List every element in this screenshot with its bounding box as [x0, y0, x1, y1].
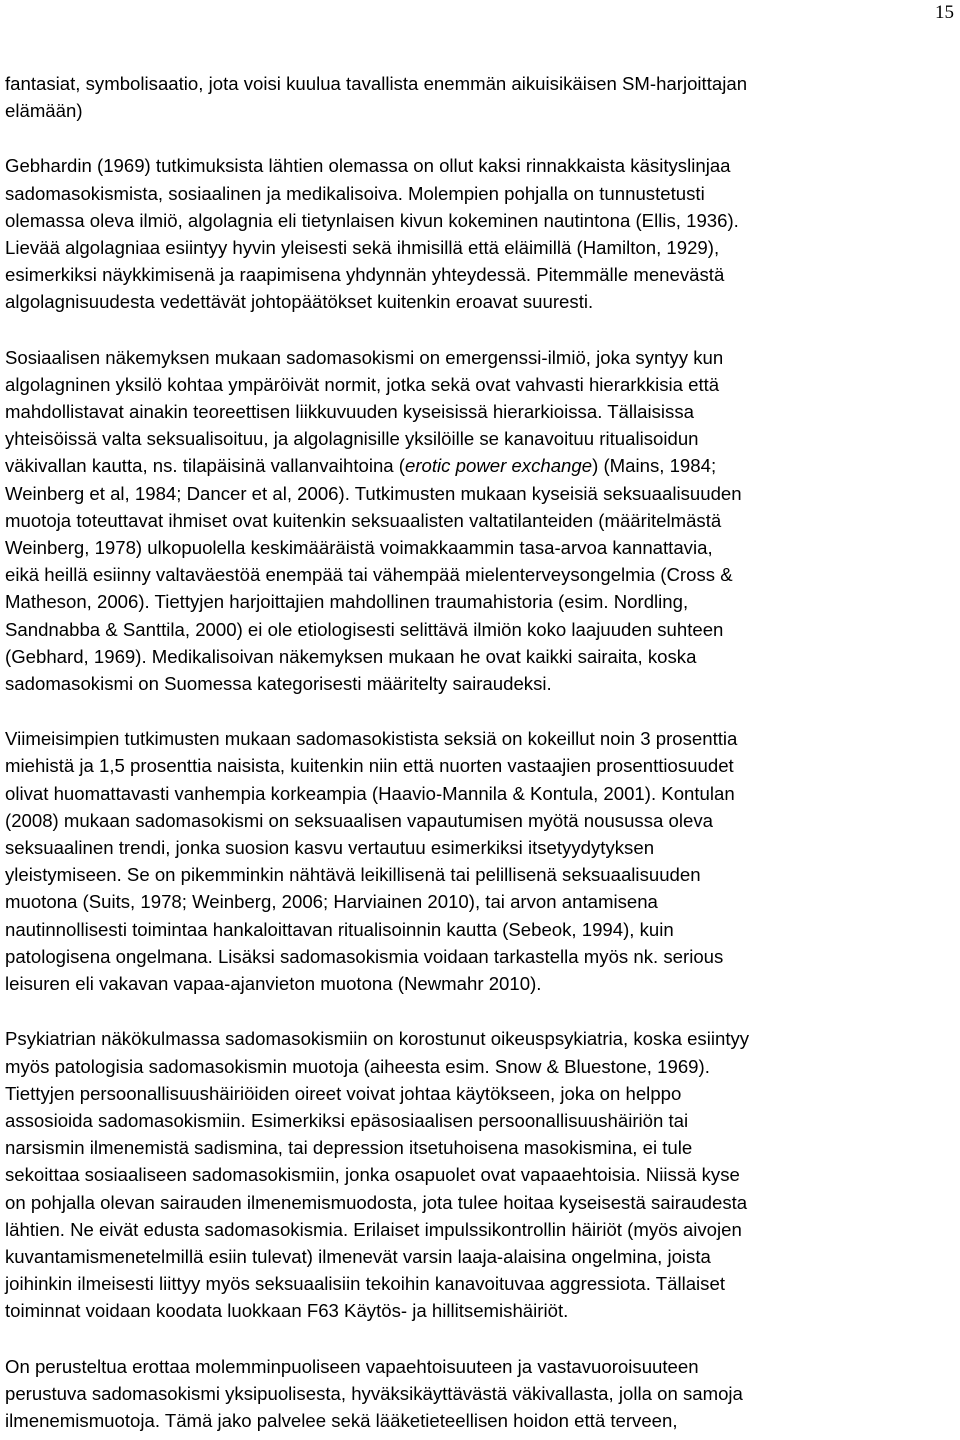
- paragraph-6: [5, 1353, 955, 1435]
- text-line: olivat huomattavasti vanhempia korkeampia (Haavio-Mannila & Kontula, 2001). Kontulan: [5, 782, 735, 804]
- text-line: patologisena ongelmana. Lisäksi sadomasokismia voidaan tarkastella myös nk. serious: [5, 945, 724, 967]
- text-line: nautinnollisesti toimintaa hankaloittavan ritualisoinnin kautta (Sebeok, 1994), kuin: [5, 918, 674, 940]
- text-line: mahdollistavat ainakin teoreettisen liikkuvuuden kyseisissä hierarkioissa. Tällaisissa: [5, 401, 694, 423]
- text-line: narsismin ilmenemistä sadismina, tai depression itsetuhoisena masokismina, ei tule: [5, 1137, 693, 1159]
- text-line: elämään): [5, 100, 83, 122]
- text-line: Lievää algolagniaa esiintyy hyvin yleisesti sekä ihmisillä että eläimillä (Hamilton, 1929),: [5, 237, 720, 259]
- text-line: seksuaalinen trendi, jonka suosion kasvu vertautuu esimerkiksi itsetyydytyksen: [5, 837, 655, 859]
- text-line: lähtien. Ne eivät edusta sadomasokismia. Erilaiset impulssikontrollin häiriöt (myös aivojen: [5, 1218, 742, 1240]
- text-line: Matheson, 2006). Tiettyjen harjoittajien mahdollinen traumahistoria (esim. Nordling,: [5, 591, 689, 613]
- text-line-with-italic: [5, 452, 955, 479]
- text-line: esimerkiksi näykkimisenä ja raapimisena yhdynnän yhteydessä. Pitemmälle menevästä: [5, 264, 725, 286]
- text-line: Gebhardin (1969) tutkimuksista lähtien olemassa on ollut kaksi rinnakkaista käsityslinjaa: [5, 155, 731, 177]
- text-segment: ) (Mains, 1984;: [592, 455, 717, 477]
- text-line: muotoja toteuttavat ihmiset ovat kuitenkin seksuaalisten valtatilanteiden (määritelmästä: [5, 509, 722, 531]
- text-line: perustuva sadomasokismi yksipuolisesta, hyväksikäyttävästä väkivallasta, jolla on samoja: [5, 1382, 743, 1404]
- text-line: (Gebhard, 1969). Medikalisoivan näkemyksen mukaan he ovat kaikki sairaita, koska: [5, 645, 697, 667]
- text-line: ilmenemismuotoja. Tämä jako palvelee sekä lääketieteellisen hoidon että terveen,: [5, 1409, 678, 1431]
- text-line: Weinberg, 1978) ulkopuolella keskimääräistä voimakkaammin tasa-arvoa kannattavia,: [5, 537, 713, 559]
- text-line: joihinkin ilmeisesti liittyy myös seksuaalisiin tekoihin kanavoituvaa aggressiota. Tällaiset: [5, 1273, 725, 1295]
- text-line: fantasiat, symbolisaatio, jota voisi kuulua tavallista enemmän aikuisikäisen SM-harjoittajan: [5, 73, 748, 94]
- paragraph-2: [5, 152, 955, 315]
- text-line: Viimeisimpien tutkimusten mukaan sadomasokistista seksiä on kokeillut noin 3 prosenttia: [5, 728, 738, 750]
- document-body: [5, 70, 955, 1434]
- text-line: eikä heillä esiinny valtaväestöä enempää tai vähempää mielenterveysongelmia (Cross &: [5, 564, 733, 586]
- text-line: sadomasokismista, sosiaalinen ja medikalisoiva. Molempien pohjalla on tunnustetusti: [5, 182, 705, 204]
- paragraph-3: [5, 344, 955, 698]
- text-line: Tiettyjen persoonallisuushäiriöiden oireet voivat johtaa käytökseen, joka on helppo: [5, 1082, 682, 1104]
- text-line: algolagnisuudesta vedettävät johtopäätökset kuitenkin eroavat suuresti.: [5, 291, 594, 313]
- text-line: kuvantamismenetelmillä esiin tulevat) ilmenevät varsin laaja-alaisina ongelmina, joista: [5, 1245, 711, 1267]
- italic-term: erotic power exchange: [405, 455, 593, 477]
- text-line: Weinberg et al, 1984; Dancer et al, 2006). Tutkimusten mukaan kyseisiä seksuaalisuuden: [5, 482, 742, 504]
- text-line: assosioida sadomasokismiin. Esimerkiksi epäsosiaalisen persoonallisuushäiriön tai: [5, 1109, 689, 1131]
- text-line: (2008) mukaan sadomasokismi on seksuaalisen vapautumisen myötä nousussa oleva: [5, 809, 713, 831]
- paragraph-1: [5, 70, 955, 124]
- page-number: 15: [935, 2, 954, 23]
- text-line: leisuren eli vakavan vapaa-ajanvieton muotona (Newmahr 2010).: [5, 973, 542, 995]
- text-line: myös patologisia sadomasokismin muotoja (aiheesta esim. Snow & Bluestone, 1969).: [5, 1055, 710, 1077]
- text-line: On perusteltua erottaa molemminpuoliseen vapaehtoisuuteen ja vastavuoroisuuteen: [5, 1355, 699, 1377]
- text-line: yleistymiseen. Se on pikemminkin nähtävä leikillisenä tai pelillisenä seksuaalisuuden: [5, 864, 701, 886]
- text-line: sekoittaa sosiaaliseen sadomasokismiin, jonka osapuolet ovat vapaaehtoisia. Niissä kyse: [5, 1164, 740, 1186]
- text-line: algolagninen yksilö kohtaa ympäröivät normit, jotka sekä ovat vahvasti hierarkkisia että: [5, 373, 720, 395]
- text-line: sadomasokismi on Suomessa kategorisesti määritelty sairaudeksi.: [5, 673, 552, 695]
- text-line: Psykiatrian näkökulmassa sadomasokismiin on korostunut oikeuspsykiatria, koska esiintyy: [5, 1028, 750, 1050]
- text-line: yhteisöissä valta seksualisoituu, ja algolagnisille yksilöille se kanavoituu ritualisoidun: [5, 428, 699, 450]
- text-line: muotona (Suits, 1978; Weinberg, 2006; Harviainen 2010), tai arvon antamisena: [5, 891, 658, 913]
- paragraph-4: [5, 725, 955, 997]
- text-line: olemassa oleva ilmiö, algolagnia eli tietynlaisen kivun kokeminen nautintona (Ellis, 1936).: [5, 209, 739, 231]
- paragraph-5: [5, 1025, 955, 1324]
- text-line: miehistä ja 1,5 prosenttia naisista, kuitenkin niin että nuorten vastaajien prosenttiosuudet: [5, 755, 734, 777]
- text-segment: väkivallan kautta, ns. tilapäisinä vallanvaihtoina (: [5, 455, 405, 477]
- text-line: toiminnat voidaan koodata luokkaan F63 Käytös- ja hillitsemishäiriöt.: [5, 1300, 569, 1322]
- text-line: on pohjalla olevan sairauden ilmenemismuodosta, jota tulee hoitaa kyseisestä sairaudesta: [5, 1191, 748, 1213]
- text-line: Sosiaalisen näkemyksen mukaan sadomasokismi on emergenssi-ilmiö, joka syntyy kun: [5, 346, 724, 368]
- text-line: Sandnabba & Santtila, 2000) ei ole etiologisesti selittävä ilmiön koko laajuuden suhteen: [5, 618, 724, 640]
